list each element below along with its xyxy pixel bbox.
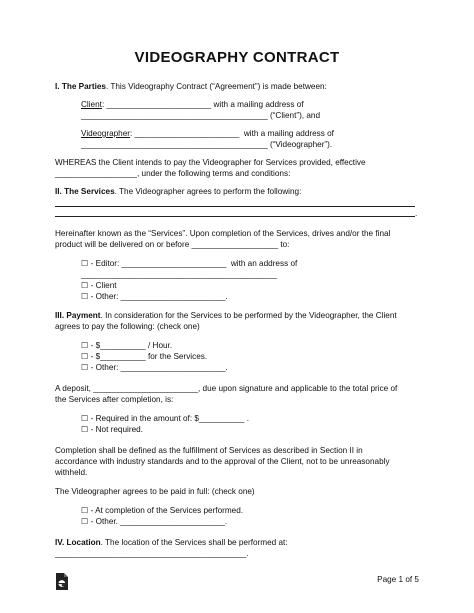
completion-line-2: accordance with industry standards and to the approval of the Client, not to be unreasonably [55,457,390,466]
videographer-label: Videographer [81,129,131,138]
payment-intro-line-2: agrees to pay the following: (check one) [55,322,200,331]
services-blank-period: . [415,209,418,218]
location-intro: . The location of the Services shall be performed at: [100,538,288,547]
delivery-date-field[interactable]: product will be delivered on or before ___________________ to: [55,240,290,249]
client-address-field[interactable]: _________________________________________ (“Client”), and [81,111,321,120]
services-intro: . The Videographer agrees to perform the following: [114,187,302,196]
client-name-field[interactable]: : _______________________ with a mailing address of [101,100,304,109]
client-option-checkbox[interactable]: ☐ - Client [81,281,117,290]
whereas-line-1: WHEREAS the Client intends to pay the Videographer for Services provided, effective [55,158,366,167]
services-paragraph [55,187,301,197]
client-label: Client [81,100,102,109]
services-blank-line-2[interactable] [55,216,415,217]
completion-line-3: withheld. [55,468,88,477]
parties-intro: . This Videography Contract (“Agreement”) is made between: [105,82,327,91]
deposit-amount-field[interactable]: A deposit, _______________________, due upon signature and applicable to the total price of [55,384,398,393]
deposit-line-2: the Services after completion, is: [55,395,174,404]
other-option-checkbox[interactable]: ☐ - Other: _______________________. [81,292,228,301]
completion-line-1: Completion shall be defined as the fulfillment of Services as described in Section II in [55,446,363,455]
paid-in-full-line: The Videographer agrees to be paid in full: (check one) [55,487,255,496]
videographer-row [81,129,334,139]
paid-other-checkbox[interactable]: ☐ - Other. _______________________. [81,517,228,526]
videographer-address-field[interactable]: _________________________________________ (“Videographer”). [81,140,333,149]
deposit-required-checkbox[interactable]: ☐ - Required in the amount of: $__________ . [81,414,250,423]
flat-fee-checkbox[interactable]: ☐ - $__________ for the Services. [81,352,208,361]
hereinafter-line-1: Hereinafter known as the “Services”. Upon completion of the Services, drives and/or the final [55,229,391,238]
payment-intro: . In consideration for the Services to be performed by the Videographer, the Client [100,311,397,320]
parties-paragraph [55,82,327,92]
payment-heading: III. Payment [55,311,101,320]
effective-date-field[interactable]: __________________, under the following terms and conditions: [55,169,291,178]
editor-option-checkbox[interactable]: ☐ - Editor: _______________________ with an address of [81,259,298,268]
location-address-field[interactable]: __________________________________________. [55,549,249,558]
services-heading: II. The Services [55,187,115,196]
editor-address-field[interactable]: ___________________________________________ [81,270,277,279]
parties-heading: I. The Parties [55,82,106,91]
paid-at-completion-checkbox[interactable]: ☐ - At completion of the Services performed. [81,506,244,515]
hourly-rate-checkbox[interactable]: ☐ - $__________ / Hour. [81,341,173,350]
page-number: Page 1 of 5 [377,575,419,584]
payment-other-checkbox[interactable]: ☐ - Other: _______________________. [81,363,228,372]
deposit-not-required-checkbox[interactable]: ☐ - Not required. [81,425,143,434]
location-paragraph [55,538,288,548]
payment-paragraph [55,311,397,321]
videographer-name-field[interactable]: : _______________________ with a mailing address of [130,129,334,138]
document-title: VIDEOGRAPHY CONTRACT [134,49,340,66]
location-heading: IV. Location [55,538,101,547]
eforms-logo-icon [55,573,68,590]
client-row [81,100,304,110]
services-blank-line-1[interactable] [55,206,415,207]
